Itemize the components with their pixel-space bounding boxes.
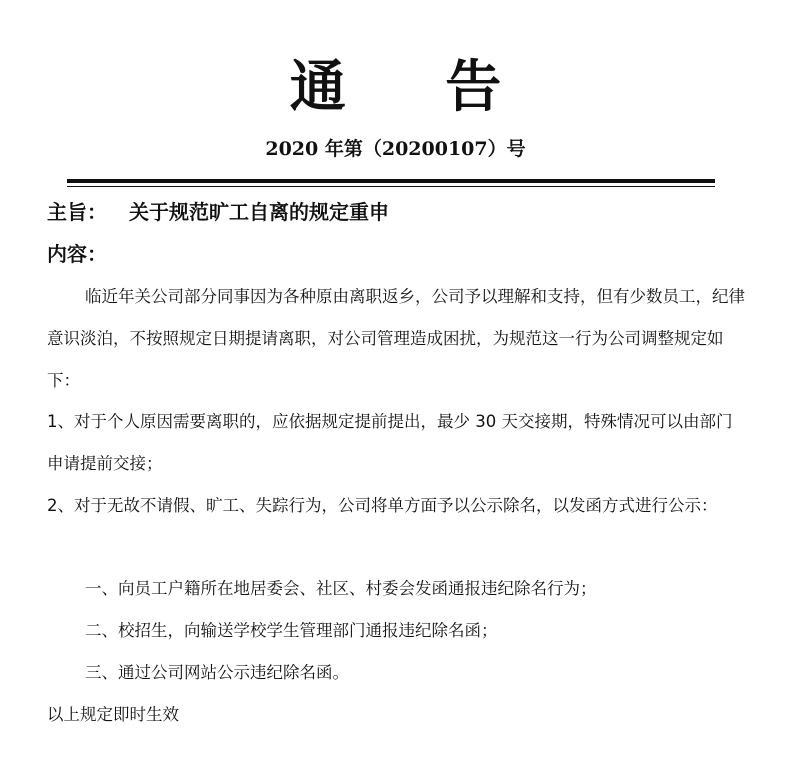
- subject-text: 关于规范旷工自离的规定重申: [129, 200, 389, 224]
- document-number: 2020 年第（20200107）号: [265, 138, 526, 160]
- intro-paragraph: [47, 276, 747, 402]
- notice-title: 通 告: [289, 54, 542, 120]
- rule-item-2: [47, 485, 747, 527]
- sub-item: 一、向员工户籍所在地居委会、社区、村委会发函通报违纪除名行为；: [85, 579, 597, 598]
- header-divider-thin: [67, 186, 715, 187]
- closing-statement: [47, 694, 747, 736]
- content-label: 内容：: [47, 242, 107, 266]
- subject-line: [47, 197, 389, 227]
- header-divider-thick: [67, 179, 715, 183]
- rule-item-1: [47, 401, 747, 485]
- closing-text: 以上规定即时生效: [47, 705, 179, 724]
- sub-item: 三、通过公司网站公示违纪除名函。: [85, 663, 349, 682]
- rule-item-2-text: 2、对于无故不请假、旷工、失踪行为，公司将单方面予以公示除名，以发函方式进行公示：: [47, 496, 718, 515]
- subject-label: 主旨：: [47, 200, 107, 224]
- intro-text: 临近年关公司部分同事因为各种原由离职返乡，公司予以理解和支持，但有少数员工，纪律意识淡泊，不按照规定日期提请离职，对公司管理造成困扰，为规范这一行为公司调整规定如下：: [47, 287, 745, 390]
- rule-item-1-text: 1、对于个人原因需要离职的，应依据规定提前提出，最少 30 天交接期，特殊情况可以由部门申请提前交接；: [47, 412, 733, 473]
- sub-item: 二、校招生，向输送学校学生管理部门通报违纪除名函；: [85, 621, 498, 640]
- sub-item-list: [47, 568, 747, 694]
